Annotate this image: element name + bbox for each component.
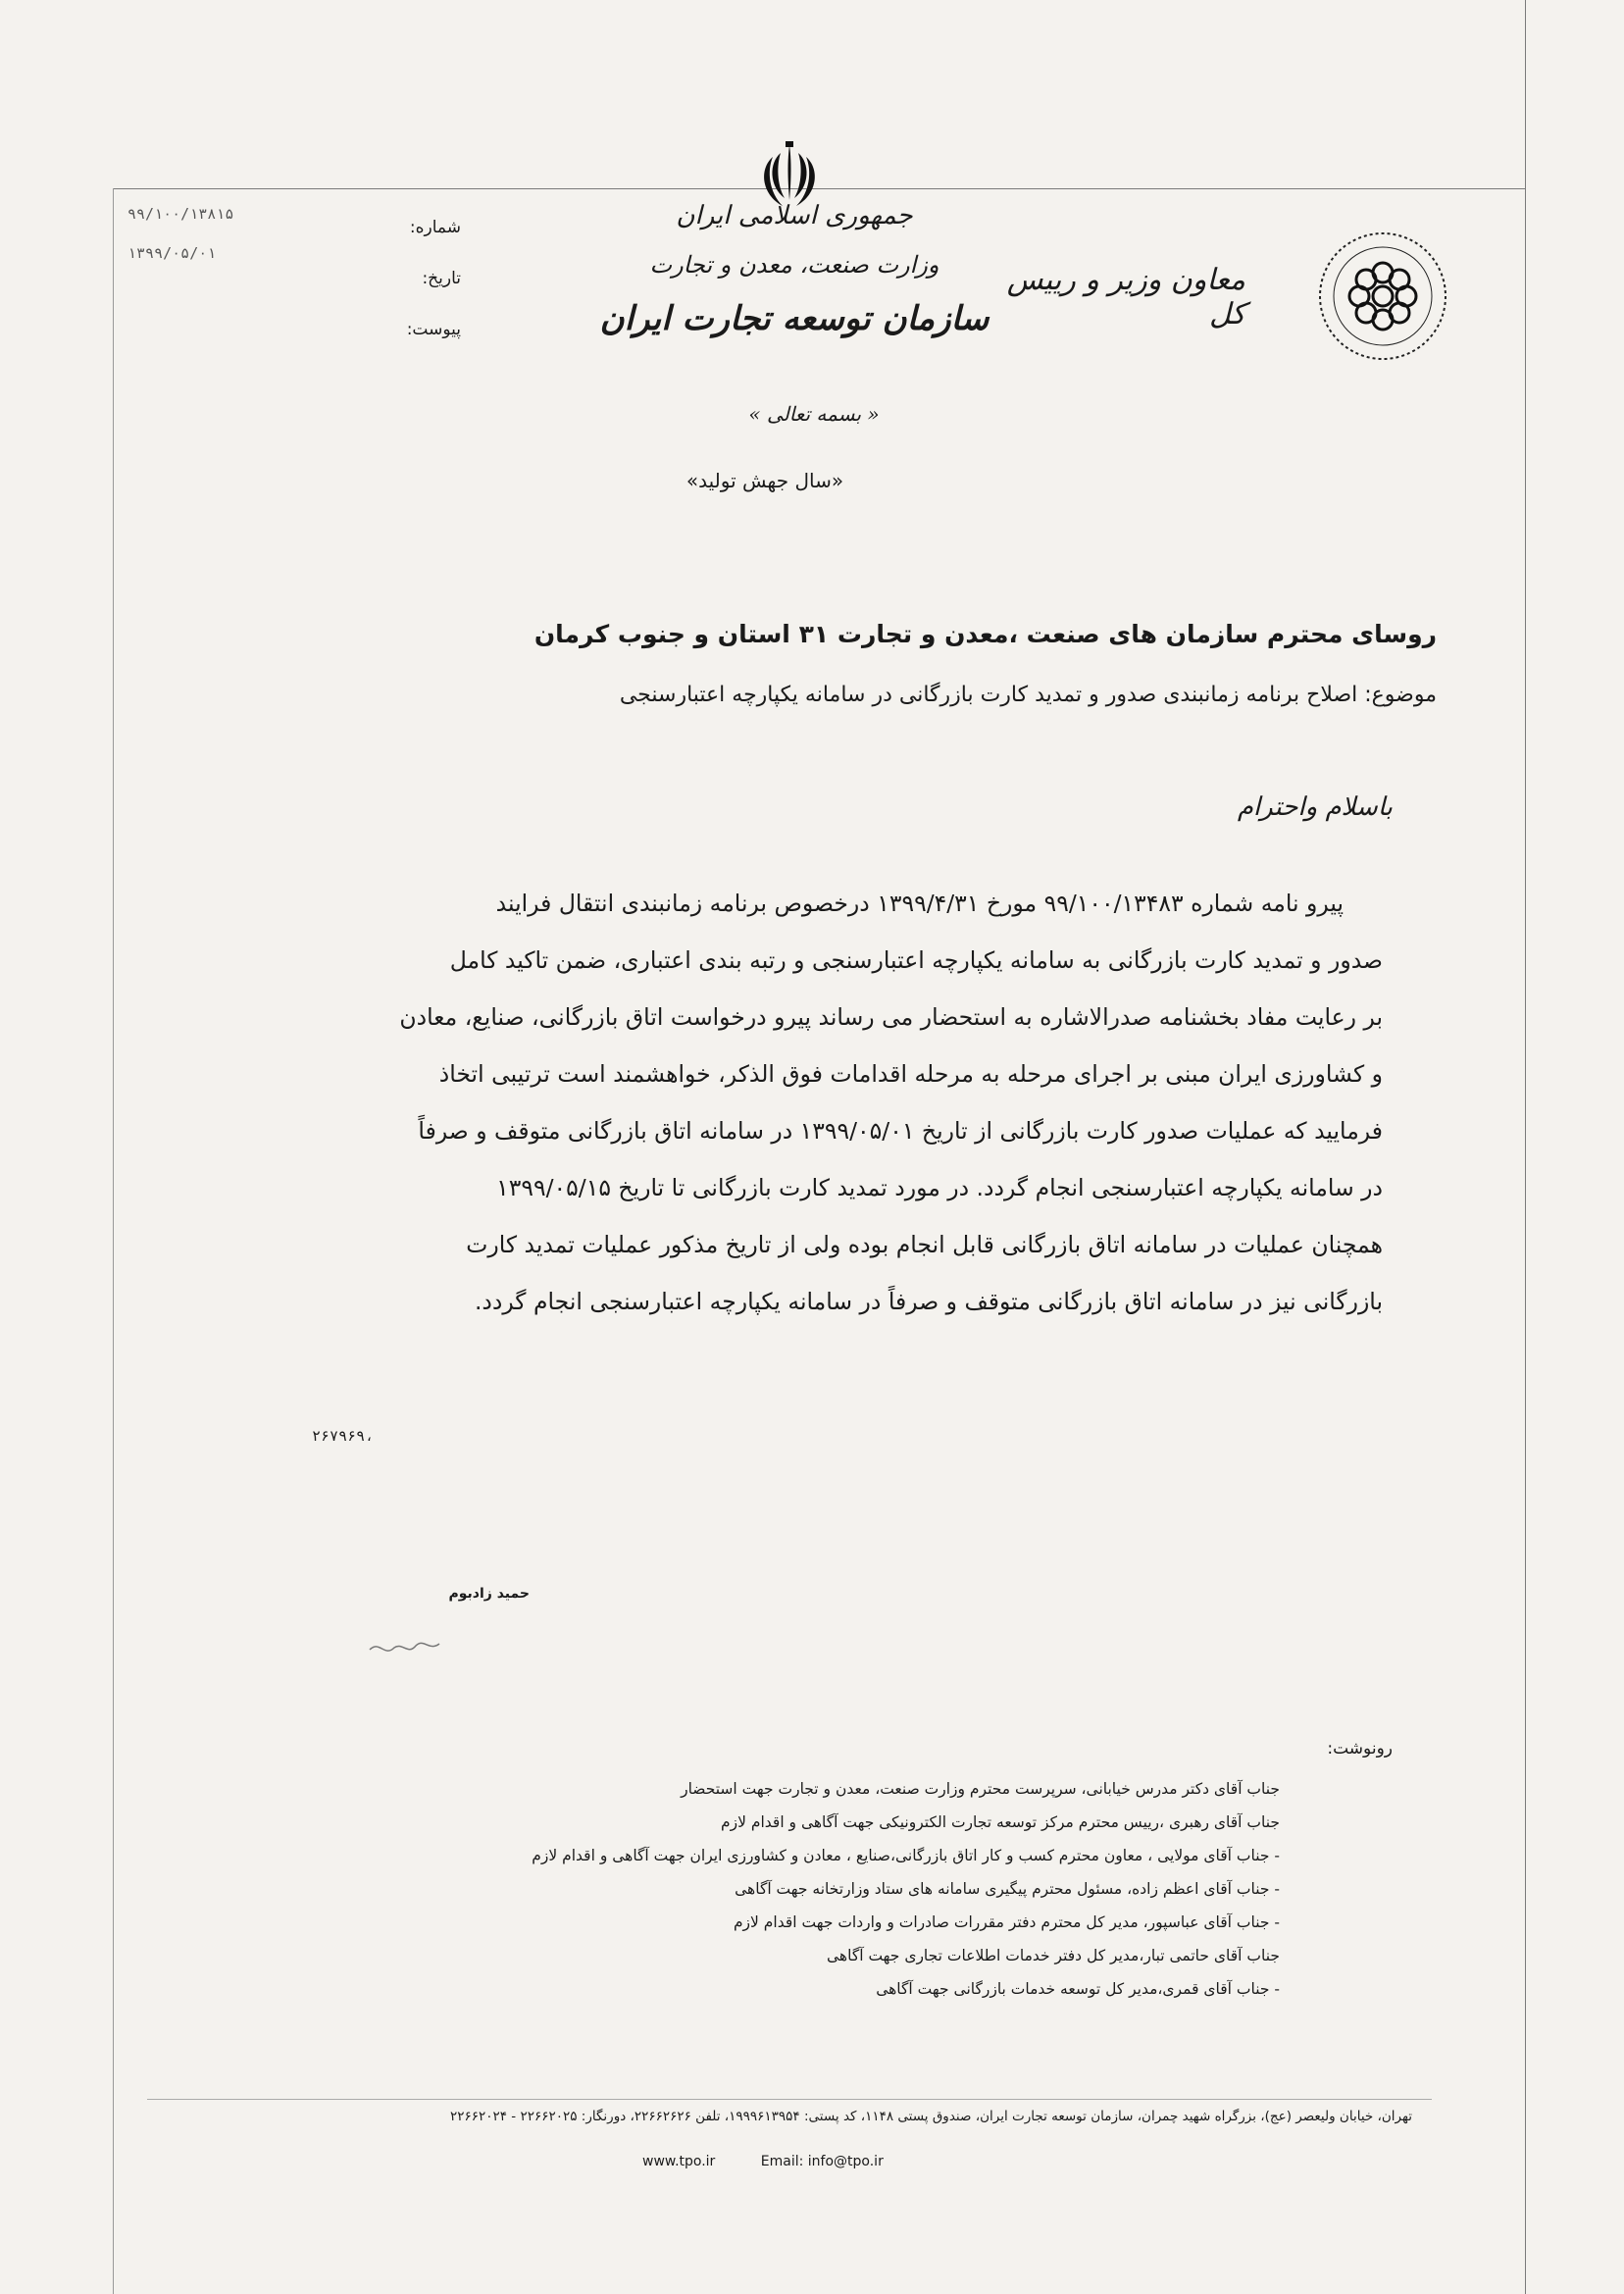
signature-mark-icon: [365, 1620, 453, 1669]
tpo-logo-icon: [1314, 228, 1451, 365]
scan-border-left: [113, 188, 114, 2294]
body-line: فرمایید که عملیات صدور کارت بازرگانی از تاریخ ۱۳۹۹/۰۵/۰۱ در سامانه اتاق بازرگانی متوقف و صرفاً: [418, 1117, 1383, 1145]
republic-title: جمهوری اسلامی ایران: [676, 201, 913, 230]
organization-title: سازمان توسعه تجارت ایران: [599, 299, 990, 338]
serial-number: ۲۶۷۹۶۹،: [312, 1427, 375, 1445]
subject-line: موضوع: اصلاح برنامه زمانبندی صدور و تمدید کارت بازرگانی در سامانه یکپارچه اعتبارسنجی: [619, 683, 1437, 707]
cc-item: جناب آقای رهبری ،رییس محترم مرکز توسعه تجارت الکترونیکی جهت آگاهی و اقدام لازم: [721, 1813, 1280, 1831]
footer-address: تهران، خیابان ولیعصر (عج)، بزرگراه شهید چمران، سازمان توسعه تجارت ایران، صندوق پستی ۱۱۴۸، کد پستی: ۱۹۹۹۶۱۳۹۵۴، تلفن ۲۲۶۶۲۶۲۶، دورنگار: ۲۲۶۶۲۰۲۵ - ۲۲۶۶۲۰۲۴: [449, 2109, 1412, 2124]
body-line: و کشاورزی ایران مبنی بر اجرای مرحله به مرحله اقدامات فوق الذکر، خواهشمند است ترتیبی اتخاذ: [438, 1060, 1383, 1088]
cc-item: جناب آقای دکتر مدرس خیابانی، سرپرست محترم وزارت صنعت، معدن و تجارت جهت استحضار: [681, 1780, 1280, 1798]
footer-email: Email: info@tpo.ir: [760, 2154, 884, 2169]
greeting: باسلام واحترام: [1237, 792, 1393, 822]
meta-labels: [363, 218, 461, 371]
header-titles: [588, 191, 1000, 348]
cc-item: جناب آقای حاتمی تبار،مدیر کل دفتر خدمات اطلاعات تجاری جهت آگاهی: [827, 1947, 1280, 1964]
label-date: تاریخ:: [422, 269, 461, 288]
body-line: پیرو نامه شماره ۹۹/۱۰۰/۱۳۴۸۳ مورخ ۱۳۹۹/۴/۳۱ درخصوص برنامه زمانبندی انتقال فرایند: [495, 890, 1344, 917]
footer-contact: [642, 2154, 937, 2169]
invocation: « بسمه تعالی »: [748, 402, 880, 426]
reference-values: [127, 194, 265, 273]
body-line: در سامانه یکپارچه اعتبارسنجی انجام گردد. در مورد تمدید کارت بازرگانی تا تاریخ ۱۳۹۹/۰۵/۱۵: [496, 1174, 1383, 1201]
footer-website: www.tpo.ir: [642, 2154, 716, 2169]
ministry-title: وزارت صنعت، معدن و تجارت: [649, 251, 939, 279]
body-line: صدور و تمدید کارت بازرگانی به سامانه یکپارچه اعتبارسنجی و رتبه بندی اعتباری، ضمن تاکید کامل: [449, 946, 1383, 974]
year-slogan: «سال جهش تولید»: [685, 469, 844, 492]
reference-number: ۹۹/۱۰۰/۱۳۸۱۵: [127, 205, 234, 223]
deputy-title: معاون وزیر و رییس کل: [1006, 263, 1245, 331]
body-line: بر رعایت مفاد بخشنامه صدرالاشاره به استحضار می رساند پیرو درخواست اتاق بازرگانی، صنایع، معادن: [399, 1003, 1383, 1031]
label-number: شماره:: [409, 218, 461, 237]
scan-border-right: [1525, 0, 1526, 2294]
cc-item: - جناب آقای قمری،مدیر کل توسعه خدمات بازرگانی جهت آگاهی: [876, 1980, 1280, 1998]
body-line: همچنان عملیات در سامانه اتاق بازرگانی قابل انجام بوده ولی از تاریخ مذکور عملیات تمدید کارت: [466, 1231, 1383, 1258]
cc-item: - جناب آقای مولایی ، معاون محترم کسب و کار اتاق بازرگانی،صنایع ، معادن و کشاورزی ایران جهت آگاهی و اقدام لازم: [532, 1847, 1280, 1864]
reference-date: ۱۳۹۹/۰۵/۰۱: [127, 244, 217, 262]
cc-list: [294, 1772, 1280, 2006]
cc-item: - جناب آقای اعظم زاده، مسئول محترم پیگیری سامانه های ستاد وزارتخانه جهت آگاهی: [735, 1880, 1280, 1898]
cc-label: رونوشت:: [1327, 1739, 1393, 1759]
footer-divider: [147, 2099, 1432, 2100]
label-attachment: پیوست:: [406, 320, 461, 339]
cc-item: - جناب آقای عباسپور، مدیر کل محترم دفتر مقررات صادرات و واردات جهت اقدام لازم: [733, 1913, 1280, 1931]
body-line: بازرگانی نیز در سامانه اتاق بازرگانی متوقف و صرفاً در سامانه یکپارچه اعتبارسنجی انجام گردد.: [474, 1288, 1383, 1315]
letter-body: [191, 875, 1383, 1330]
addressee: روسای محترم سازمان های صنعت ،معدن و تجارت ۳۱ استان و جنوب کرمان: [533, 620, 1437, 648]
signer-name: حمید زادبوم: [448, 1586, 530, 1602]
